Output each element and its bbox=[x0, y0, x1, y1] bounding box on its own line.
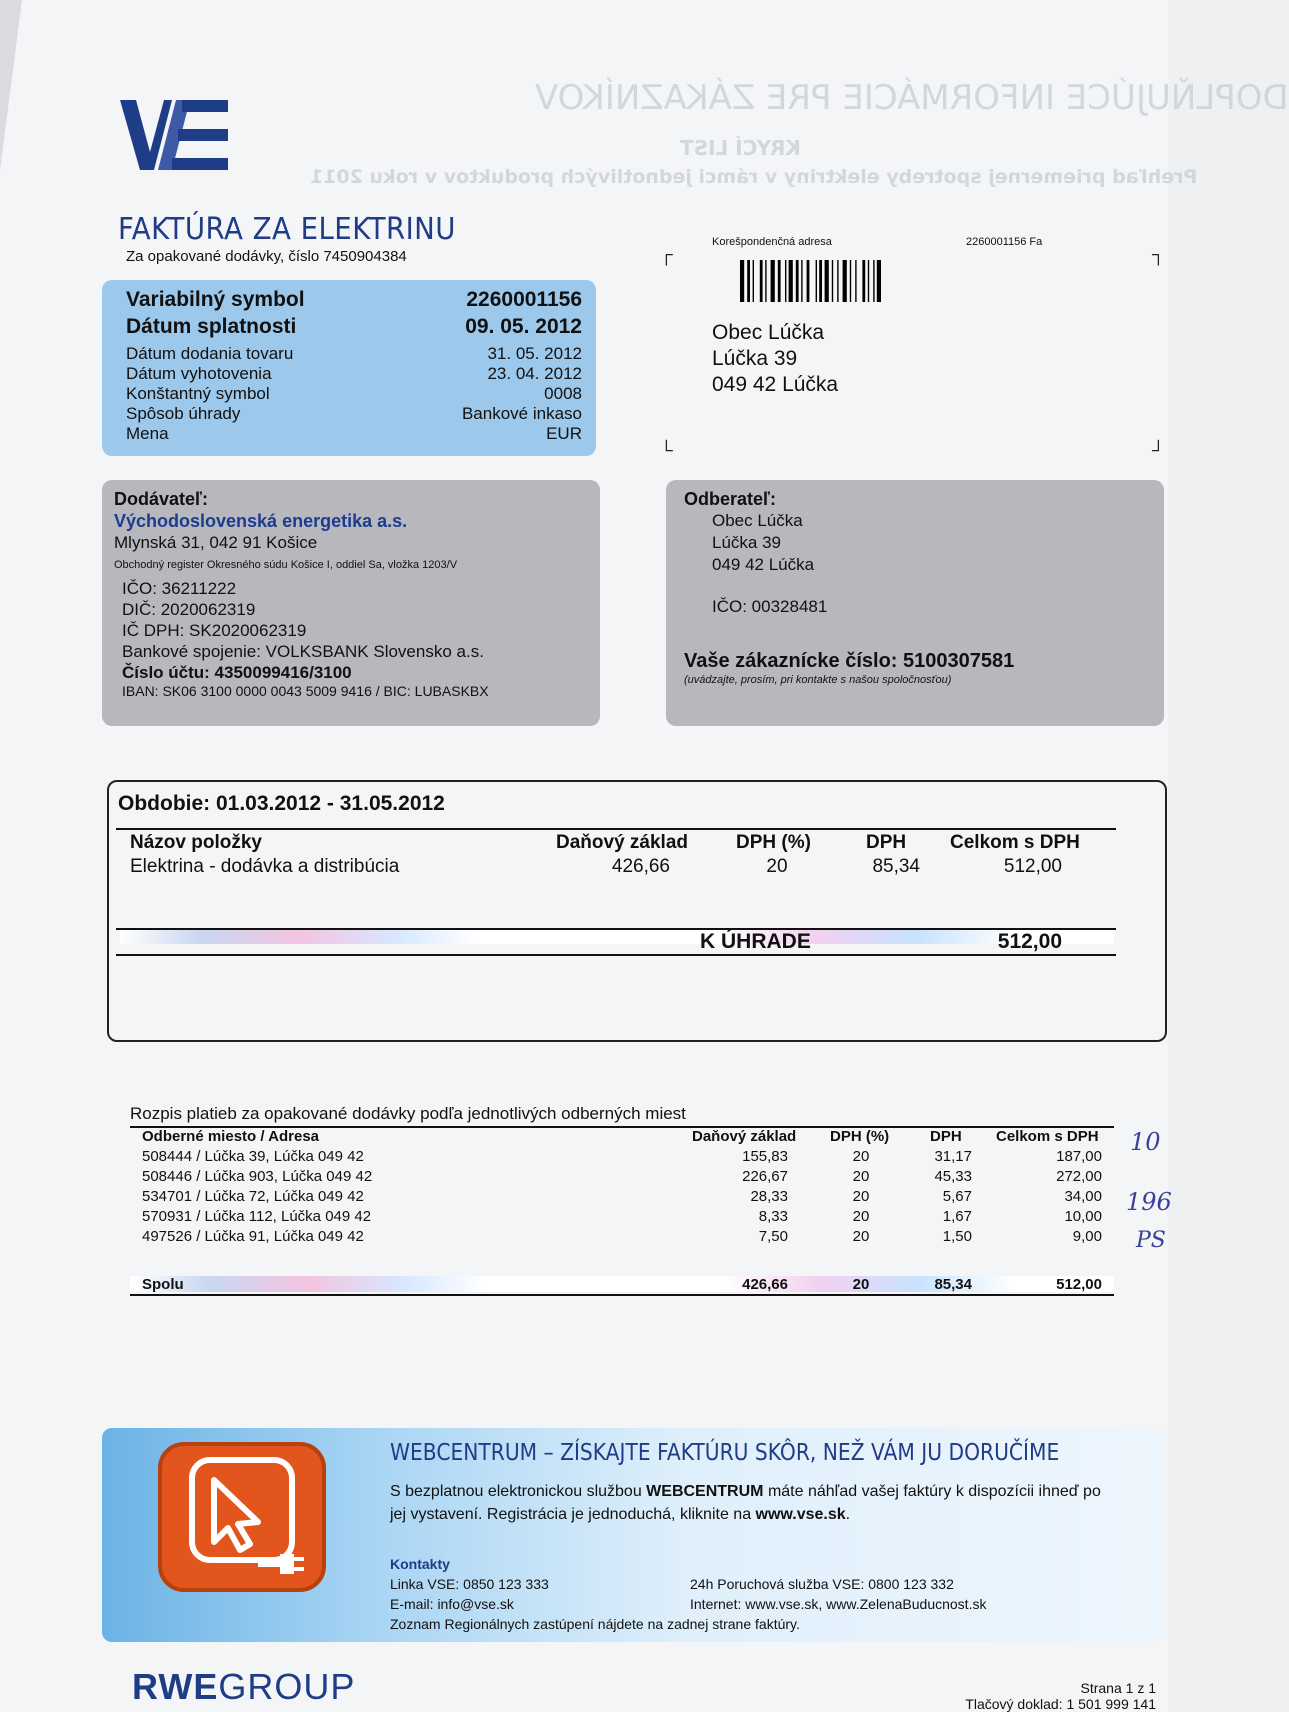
supplier-account: Číslo účtu: 4350099416/3100 bbox=[122, 663, 352, 682]
document-title: FAKTÚRA ZA ELEKTRINU bbox=[118, 212, 456, 247]
address-corner-tr: ┐ bbox=[1152, 244, 1165, 264]
handwritten-note: PS bbox=[1136, 1228, 1166, 1253]
email-link[interactable]: E-mail: info@vse.sk bbox=[390, 1596, 514, 1612]
address-corner-bl: └ bbox=[660, 440, 673, 460]
billing-period-box bbox=[107, 780, 1167, 1042]
breakdown-title: Rozpis platieb za opakované dodávky podľa jednotlivých odberných miest bbox=[130, 1104, 686, 1123]
summary-row: Dátum dodania tovaru 31. 05. 2012 bbox=[126, 344, 582, 363]
rwe-group-logo: RWEGROUP bbox=[132, 1666, 356, 1707]
due-date-value: 09. 05. 2012 bbox=[465, 315, 582, 338]
handwritten-note: 196 bbox=[1126, 1188, 1172, 1216]
webcentrum-text: S bezplatnou elektronickou službou WEBCENTRUM máte náhľad vašej faktúry k dispozícii ihneď po jej vystavení. Registrácia je jednoduchá, kliknite na www.vse.sk. bbox=[390, 1483, 1101, 1523]
webcentrum-icon-tile bbox=[158, 1442, 326, 1592]
amount-due-label: K ÚHRADE bbox=[700, 930, 811, 953]
page-footer bbox=[965, 1680, 1156, 1712]
address-corner-tl: ┌ bbox=[660, 244, 673, 264]
divider bbox=[130, 1294, 1114, 1296]
period-title: Obdobie: 01.03.2012 - 31.05.2012 bbox=[118, 792, 445, 815]
cursor-plug-icon bbox=[162, 1446, 322, 1588]
customer-number: Vaše zákaznícke číslo: 5100307581 bbox=[684, 650, 1015, 672]
summary-row: Dátum vyhotovenia 23. 04. 2012 bbox=[126, 364, 582, 383]
webcentrum-title: WEBCENTRUM – ZÍSKAJTE FAKTÚRU SKÔR, NEŽ VÁM JU DORUČÍME bbox=[390, 1440, 1060, 1466]
print-number: Tlačový doklad: 1 501 999 141 bbox=[965, 1696, 1156, 1712]
divider bbox=[116, 828, 1116, 830]
contacts-block: Kontakty Linka VSE: 0850 123 333 24h Poruchová služba VSE: 0800 123 332 E-mail: info@vse.sk Internet: www.vse.sk, www.ZelenaBuducnost.sk Zoznam Regionálnych zastúpení nájdete na zadnej strane faktúry. bbox=[390, 1556, 987, 1632]
divider bbox=[116, 954, 1116, 956]
customer-box: Odberateľ: Obec Lúčka Lúčka 39 049 42 Lúčka IČO: 00328481 Vaše zákaznícke číslo: 5100307581 (uvádzajte, prosím, pri kontakte s našou spoločnosťou) bbox=[666, 480, 1164, 726]
variable-symbol-value: 2260001156 bbox=[466, 288, 582, 311]
folded-corner bbox=[0, 0, 22, 170]
address-corner-br: ┘ bbox=[1152, 440, 1165, 460]
invoice-page: DOPLŇUJÚCE INFORMÁCIE PRE ZÁKAZNÍKOV KRYCÍ LIST Prehľad priemernej spotreby elektriny v rámci jednotlivých produktov v roku 2011 FAKTÚRA ZA ELEKTRINU Za opakované dodávky, číslo 7450904384 Variabilný symbol 2260001156 Dátum splatnosti 09. 05. 2012 Dátum dodania tovaru 31. 05. 2012 Dátum vyhotovenia 23. 04. 2012 Konštantný symbol 0008 Spôsob úhrady Bankové inkaso Mena EUR ┌ ┐ └ ┘ Korešpondenčná adresa 2260001156 Fa Obec Lúčka Lúčka 39 049 42 Lúčka Dodávateľ: Východoslovenská energetika a.s. Mlynská 31, 042 91 Košice Obchodný register Okresného súdu Košice I, oddiel Sa, vložka 1203/V IČO: 36211222 DIČ: 2020062319 IČ DPH: SK2020062319 Bankové spojenie: VOLKSBANK Slovensko a.s. Číslo účtu: 4350099416/3100 IBAN: SK06 3100 0000 0043 5009 9416 / BIC: LUBASKBX Odberateľ: Obec Lúčka Lúčka 39 049 42 Lúčka IČO: 00328481 Vaše zákaznícke číslo: 5100307581 (uvádzajte, prosím, pri kontakte s našou spoločnosťou) Obdobie: 01.03.2012 - 31.05.2012 Názov položky Daňový základ DPH (%) DPH Celkom s DPH Elektrina - dodávka a distribúcia 426,66 20 85,34 512,00 K ÚHRADE 512,00 Rozpis platieb za opakované dodávky podľa jednotlivých odberných miest Odberné miesto / Adresa Daňový základ DPH (%) DPH Celkom s DPH 508444 / Lúčka 39, Lúčka 049 42 155,83 20 31,17 187,00 508446 / Lúčka 903, Lúčka 049 42 226,67 20 45,33 272,00 534701 / Lúčka 72, Lúčka 049 42 28,33 20 5,67 34,00 570931 / Lúčka 112, Lúčka 049 42 8,33 20 1,67 10,00 497526 / Lúčka 91, Lúčka 049 42 7,50 20 1,50 9,00 Spolu 426,66 20 85,34 512,00 10 196 PS WEBCENTRUM – ZÍSKAJTE FAKTÚRU SKÔR, NEŽ VÁM JU DORUČÍME S bezplatnou elektronickou službou WEBCENTRUM máte náhľad vašej faktúry k dispozícii ihneď po jej vystavení. Registrácia je jednoduchá, kliknite na www.vse.sk. Kontakty Linka VSE: 0850 123 333 24h Poruchová služba VSE: 0800 123 332 E-mail: info@vse.sk Internet: www.vse.sk, www.ZelenaBuducnost.sk Zoznam Regionálnych zastúpení nájdete na zadnej strane faktúry. RWEGROUP Strana 1 z 1 Tlačový doklad: 1 501 999 141 bbox=[0, 0, 1168, 1712]
summary-row: Mena EUR bbox=[126, 424, 582, 443]
summary-row: Konštantný symbol 0008 bbox=[126, 384, 582, 403]
correspondence-code: 2260001156 Fa bbox=[966, 236, 1043, 248]
summary-row: Spôsob úhrady Bankové inkaso bbox=[126, 404, 582, 423]
correspondence-address: Obec Lúčka Lúčka 39 049 42 Lúčka bbox=[712, 321, 839, 396]
due-date-row: Dátum splatnosti 09. 05. 2012 bbox=[126, 315, 582, 338]
amount-due-value: 512,00 bbox=[997, 930, 1062, 953]
vse-link[interactable]: www.vse.sk bbox=[755, 1506, 846, 1523]
barcode-icon bbox=[740, 260, 912, 302]
document-subtitle: Za opakované dodávky, číslo 7450904384 bbox=[126, 248, 407, 265]
page-number: Strana 1 z 1 bbox=[1080, 1680, 1156, 1696]
period-item-name: Elektrina - dodávka a distribúcia bbox=[130, 856, 400, 877]
variable-symbol-row: Variabilný symbol 2260001156 bbox=[126, 288, 582, 311]
ghost-overview: Prehľad priemernej spotreby elektriny v rámci jednotlivých produktov v roku 2011 bbox=[310, 166, 1198, 188]
vse-logo bbox=[120, 100, 228, 170]
ghost-cover: KRYCÍ LIST bbox=[680, 136, 801, 160]
supplier-name: Východoslovenská energetika a.s. bbox=[114, 511, 408, 531]
handwritten-note: 10 bbox=[1130, 1128, 1161, 1156]
correspondence-label: Korešpondenčná adresa bbox=[712, 236, 832, 248]
ghost-heading: DOPLŇUJÚCE INFORMÁCIE PRE ZÁKAZNÍKOV bbox=[535, 78, 1289, 118]
internet-links[interactable]: Internet: www.vse.sk, www.ZelenaBuducnost.sk bbox=[690, 1596, 987, 1612]
customer-ico: IČO: 00328481 bbox=[712, 597, 828, 616]
payment-summary-box bbox=[102, 280, 596, 456]
supplier-box: Dodávateľ: Východoslovenská energetika a.s. Mlynská 31, 042 91 Košice Obchodný register Okresného súdu Košice I, oddiel Sa, vložka 1203/V IČO: 36211222 DIČ: 2020062319 IČ DPH: SK2020062319 Bankové spojenie: VOLKSBANK Slovensko a.s. Číslo účtu: 4350099416/3100 IBAN: SK06 3100 0000 0043 5009 9416 / BIC: LUBASKBX bbox=[102, 480, 600, 726]
